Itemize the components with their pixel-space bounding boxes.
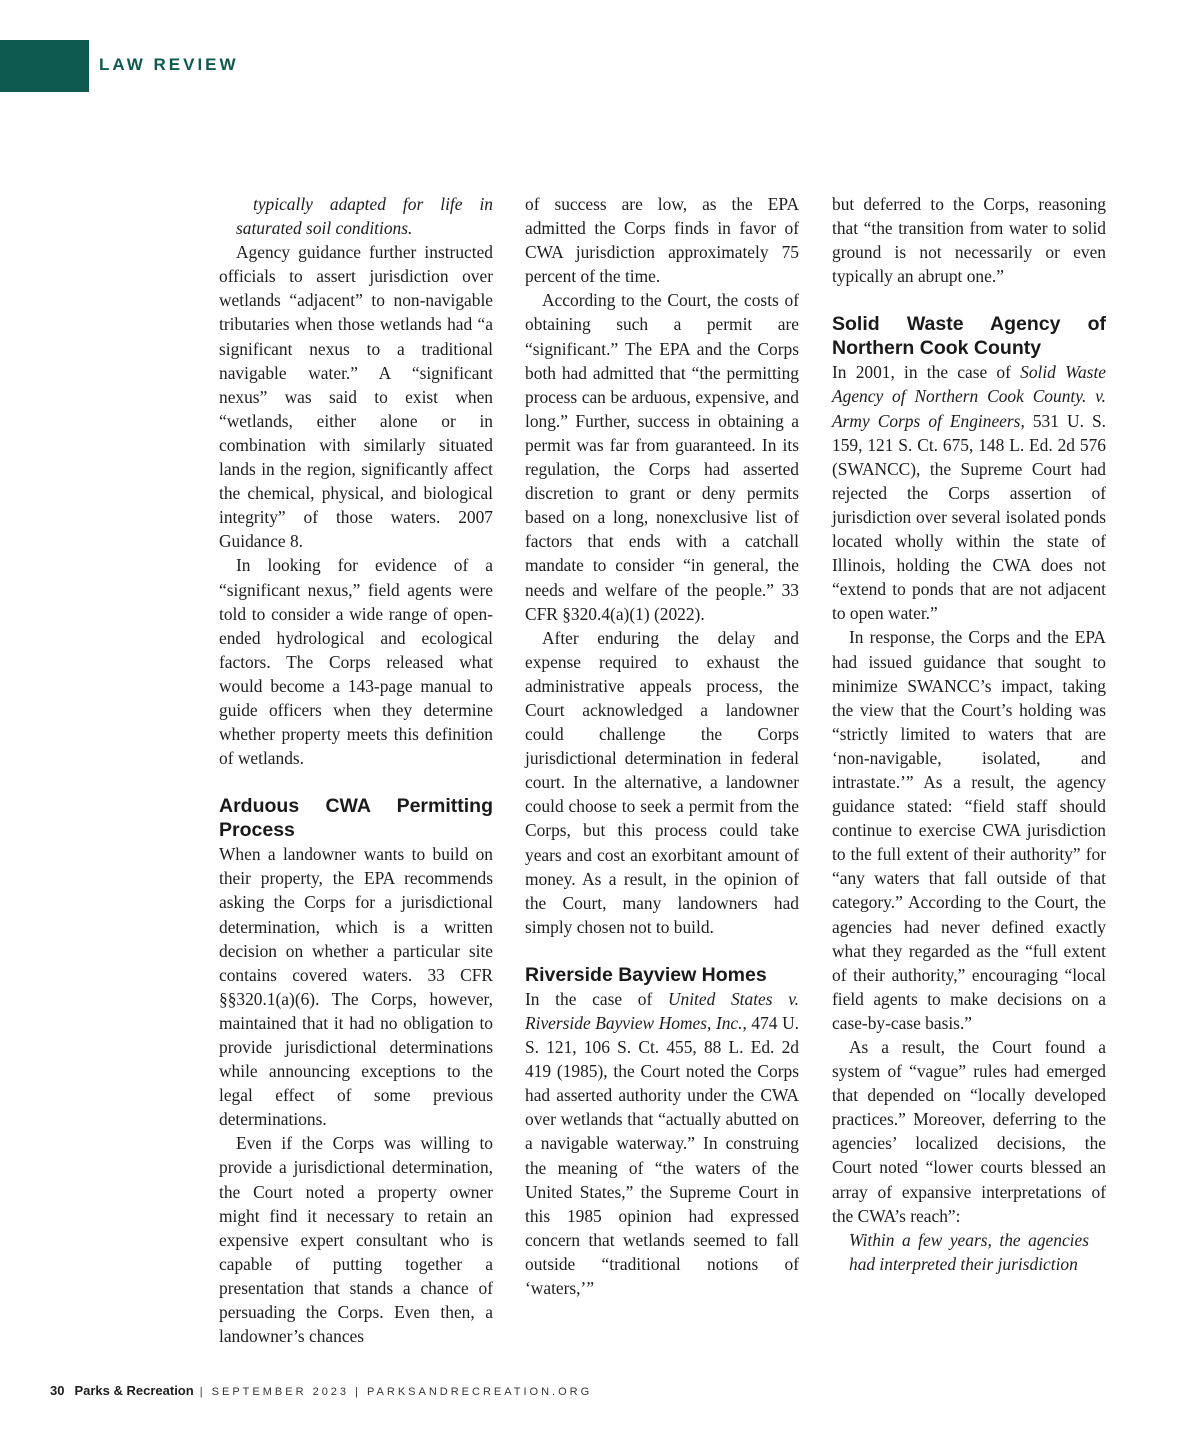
body-paragraph [832,360,1106,625]
text-run: In the case of [525,988,668,1009]
section-color-bar [0,40,89,92]
body-paragraph: After enduring the delay and expense required to exhaust the administrative appeals process, the Court acknowledged a landowner could challenge the Corps jurisdictional determination in federal court. In the alternative, a landowner could choose to seek a permit from the Corps, but this process could take years and cost an exorbitant amount of money. As a result, in the opinion of the Court, many landowners had simply chosen not to build. [525,627,799,937]
section-heading: Solid Waste Agency of Northern Cook County [832,313,1106,360]
block-quote: Within a few years, the agencies had interpreted their jurisdiction [849,1229,1089,1274]
body-paragraph: Even if the Corps was willing to provide a jurisdictional determination, the Court noted a property owner might find it necessary to retain an expensive expert consultant who is capable of putting together a presentation that stands a chance of persuading the Corps. Even then, a landowner’s chances [219,1133,493,1347]
article-column-2 [525,192,799,1300]
text-run: , 531 U. S. 159, 121 S. Ct. 675, 148 L. Ed. 2d 576 (SWANCC), the Supreme Court had rejected the Corps assertion of jurisdiction over several isolated ponds located wholly within the state of Illinois, holding the CWA does not “extend to ponds that are not adjacent to open water.” [832,410,1106,624]
body-paragraph: When a landowner wants to build on their property, the EPA recommends asking the Corps for a jurisdictional determination, which is a written decision on whether a particular site contains covered waters. 33 CFR §§320.1(a)(6). The Corps, however, maintained that it had no obligation to provide jurisdictional determinations while announcing exceptions to the legal effect of some previous determinations. [219,844,493,1130]
page-number: 30 [50,1383,65,1398]
page-footer [50,1383,592,1398]
article-column-3 [832,192,1106,1276]
body-paragraph: of success are low, as the EPA admitted the Corps finds in favor of CWA jurisdiction approximately 75 percent of the time. [525,194,799,287]
issue-info: | SEPTEMBER 2023 | PARKSANDRECREATION.ORG [193,1386,593,1398]
case-citation: United States v. Riverside Bayview Homes, Inc. [525,988,799,1033]
section-label: LAW REVIEW [99,55,239,74]
body-paragraph: According to the Court, the costs of obtaining such a permit are “significant.” The EPA and the Corps both had admitted that “the permitting process can be arduous, expensive, and long.” Further, success in obtaining a permit was far from guaranteed. In its regulation, the Corps had asserted discretion to grant or deny permits based on a long, nonexclusive list of factors that ends with a catchall mandate to consider “in general, the needs and welfare of the people.” 33 CFR §320.4(a)(1) (2022). [525,290,799,624]
section-heading: Arduous CWA Permitting Process [219,795,493,842]
text-run: , 474 U. S. 121, 106 S. Ct. 455, 88 L. Ed. 2d 419 (1985), the Court noted the Corps had asserted authority under the CWA over wetlands that “actually abutted on a navigable waterway.” In construing the meaning of “the waters of the United States,” the Supreme Court in this 1985 opinion had expressed concern that wetlands seemed to fall outside “traditional notions of ‘waters,’” [525,1013,799,1299]
body-paragraph: but deferred to the Corps, reasoning that “the transition from water to solid ground is not necessarily or even typically an abrupt one.” [832,194,1106,287]
block-quote-continuation: typically adapted for life in saturated soil conditions. [236,194,493,239]
body-paragraph [525,987,799,1300]
body-paragraph: As a result, the Court found a system of “vague” rules had emerged that depended on “locally developed practices.” Moreover, deferring to the agencies’ localized decisions, the Court noted “lower courts blessed an array of expansive interpretations of the CWA’s reach”: [832,1037,1106,1226]
magazine-name: Parks & Recreation [74,1383,194,1398]
body-paragraph: In response, the Corps and the EPA had issued guidance that sought to minimize SWANCC’s impact, taking the view that the Court’s holding was “strictly limited to waters that are ‘non-navigable, isolated, and intrastate.’” As a result, the agency guidance stated: “field staff should continue to exercise CWA jurisdiction to the full extent of their authority” for “any waters that fall outside of that category.” According to the Court, the agencies had never defined exactly what they regarded as the “full extent of their authority,” encouraging “local field agents to make decisions on a case-by-case basis.” [832,627,1106,1033]
section-heading: Riverside Bayview Homes [525,963,767,986]
case-citation: Solid Waste Agency of Northern Cook County. v. Army Corps of Engineers [832,362,1106,431]
body-paragraph: In looking for evidence of a “significant nexus,” field agents were told to consider a wide range of open-ended hydrological and ecological factors. The Corps released what would become a 143-page manual to guide officers when they determine whether property meets this definition of wetlands. [219,555,493,769]
body-paragraph: Agency guidance further instructed officials to assert jurisdiction over wetlands “adjacent” to non-navigable tributaries when those wetlands had “a significant nexus to a traditional navigable water.” A “significant nexus” was said to exist when “wetlands, either alone or in combination with similarly situated lands in the region, significantly affect the chemical, physical, and biological integrity” of those waters. 2007 Guidance 8. [219,242,493,552]
text-run: In 2001, in the case of [832,362,1021,383]
article-column-1 [219,192,493,1348]
